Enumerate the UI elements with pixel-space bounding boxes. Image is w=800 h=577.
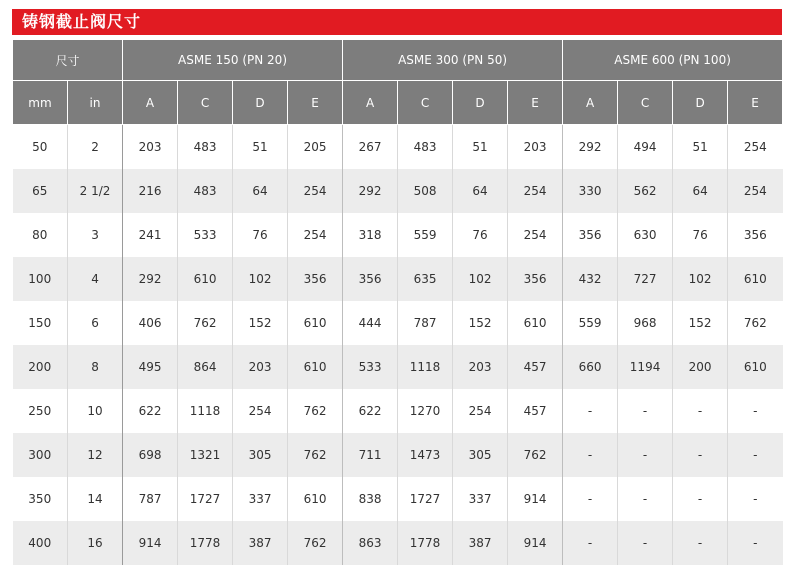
table-cell: 318 xyxy=(343,213,398,257)
table-cell: 1118 xyxy=(398,345,453,389)
table-cell: 292 xyxy=(343,169,398,213)
table-cell: 387 xyxy=(233,521,288,565)
table-cell: 76 xyxy=(673,213,728,257)
dimension-table xyxy=(12,39,783,565)
table-cell: 254 xyxy=(728,169,783,213)
sub-header-cell: in xyxy=(68,81,123,125)
table-cell: 203 xyxy=(453,345,508,389)
table-cell: 610 xyxy=(728,257,783,301)
table-cell: 150 xyxy=(13,301,68,345)
table-cell: 1194 xyxy=(618,345,673,389)
sub-header-cell: C xyxy=(398,81,453,125)
table-cell: 914 xyxy=(508,477,563,521)
table-cell: 660 xyxy=(563,345,618,389)
table-cell: 762 xyxy=(508,433,563,477)
table-cell: 102 xyxy=(453,257,508,301)
table-cell: 863 xyxy=(343,521,398,565)
sub-header-cell: A xyxy=(343,81,398,125)
table-cell: 1778 xyxy=(398,521,453,565)
table-cell: 711 xyxy=(343,433,398,477)
table-cell: 305 xyxy=(233,433,288,477)
table-cell: - xyxy=(563,521,618,565)
table-cell: 762 xyxy=(728,301,783,345)
table-cell: - xyxy=(618,389,673,433)
table-cell: 787 xyxy=(123,477,178,521)
table-cell: 292 xyxy=(123,257,178,301)
table-cell: 51 xyxy=(233,125,288,169)
header-group-asme600: ASME 600 (PN 100) xyxy=(563,40,783,81)
table-cell: 457 xyxy=(508,345,563,389)
table-row xyxy=(13,521,783,565)
table-cell: 64 xyxy=(453,169,508,213)
table-header xyxy=(13,40,783,125)
table-cell: 337 xyxy=(233,477,288,521)
page-title: 铸钢截止阀尺寸 xyxy=(12,9,782,35)
table-cell: 914 xyxy=(123,521,178,565)
table-cell: - xyxy=(563,433,618,477)
table-cell: 1270 xyxy=(398,389,453,433)
header-size: 尺寸 xyxy=(13,40,123,81)
table-cell: 968 xyxy=(618,301,673,345)
table-row xyxy=(13,125,783,169)
table-cell: 65 xyxy=(13,169,68,213)
table-row xyxy=(13,477,783,521)
header-group-asme300: ASME 300 (PN 50) xyxy=(343,40,563,81)
table-cell: 762 xyxy=(288,389,343,433)
table-cell: 387 xyxy=(453,521,508,565)
table-row xyxy=(13,345,783,389)
table-cell: 254 xyxy=(233,389,288,433)
table-cell: 444 xyxy=(343,301,398,345)
table-cell: 305 xyxy=(453,433,508,477)
table-cell: 559 xyxy=(563,301,618,345)
table-cell: - xyxy=(673,389,728,433)
sub-header-row xyxy=(13,81,783,125)
table-cell: 1321 xyxy=(178,433,233,477)
table-cell: 610 xyxy=(288,345,343,389)
table-cell: 400 xyxy=(13,521,68,565)
table-row xyxy=(13,213,783,257)
sub-header-cell: C xyxy=(178,81,233,125)
table-cell: 356 xyxy=(728,213,783,257)
table-cell: 267 xyxy=(343,125,398,169)
table-cell: 300 xyxy=(13,433,68,477)
table-cell: 216 xyxy=(123,169,178,213)
sub-header-cell: E xyxy=(288,81,343,125)
table-cell: 1727 xyxy=(178,477,233,521)
table-cell: 508 xyxy=(398,169,453,213)
table-row xyxy=(13,389,783,433)
table-cell: 610 xyxy=(178,257,233,301)
table-cell: 254 xyxy=(508,169,563,213)
table-cell: 16 xyxy=(68,521,123,565)
sub-header-cell: mm xyxy=(13,81,68,125)
table-cell: 8 xyxy=(68,345,123,389)
table-cell: 3 xyxy=(68,213,123,257)
table-cell: - xyxy=(563,389,618,433)
table-cell: 610 xyxy=(288,477,343,521)
table-cell: 64 xyxy=(233,169,288,213)
table-cell: 51 xyxy=(673,125,728,169)
table-cell: 622 xyxy=(343,389,398,433)
table-cell: 406 xyxy=(123,301,178,345)
table-cell: 200 xyxy=(673,345,728,389)
table-cell: 698 xyxy=(123,433,178,477)
table-cell: 102 xyxy=(673,257,728,301)
sub-header-cell: E xyxy=(728,81,783,125)
table-cell: 14 xyxy=(68,477,123,521)
table-cell: - xyxy=(673,433,728,477)
table-cell: 12 xyxy=(68,433,123,477)
sub-header-cell: A xyxy=(123,81,178,125)
table-cell: 250 xyxy=(13,389,68,433)
table-cell: 533 xyxy=(343,345,398,389)
table-cell: 76 xyxy=(453,213,508,257)
table-cell: 495 xyxy=(123,345,178,389)
table-cell: 1778 xyxy=(178,521,233,565)
table-cell: 787 xyxy=(398,301,453,345)
table-cell: 559 xyxy=(398,213,453,257)
table-row xyxy=(13,301,783,345)
table-cell: 254 xyxy=(453,389,508,433)
table-cell: - xyxy=(728,521,783,565)
table-cell: - xyxy=(728,389,783,433)
table-cell: 254 xyxy=(288,169,343,213)
table-cell: 205 xyxy=(288,125,343,169)
table-cell: 562 xyxy=(618,169,673,213)
table-cell: 337 xyxy=(453,477,508,521)
table-cell: 610 xyxy=(728,345,783,389)
sub-header-cell: C xyxy=(618,81,673,125)
table-cell: - xyxy=(563,477,618,521)
table-cell: 356 xyxy=(343,257,398,301)
table-cell: - xyxy=(673,477,728,521)
table-cell: 241 xyxy=(123,213,178,257)
table-cell: 152 xyxy=(673,301,728,345)
table-cell: 610 xyxy=(288,301,343,345)
table-row xyxy=(13,169,783,213)
table-row xyxy=(13,433,783,477)
table-cell: 4 xyxy=(68,257,123,301)
table-cell: 200 xyxy=(13,345,68,389)
table-cell: 630 xyxy=(618,213,673,257)
sub-header-cell: A xyxy=(563,81,618,125)
sub-header-cell: E xyxy=(508,81,563,125)
table-row xyxy=(13,257,783,301)
table-cell: 292 xyxy=(563,125,618,169)
table-cell: 152 xyxy=(233,301,288,345)
table-cell: 533 xyxy=(178,213,233,257)
table-cell: 457 xyxy=(508,389,563,433)
table-cell: 6 xyxy=(68,301,123,345)
table-cell: 203 xyxy=(123,125,178,169)
valve-dimension-sheet xyxy=(12,9,782,565)
table-cell: 356 xyxy=(288,257,343,301)
table-cell: 494 xyxy=(618,125,673,169)
table-cell: 356 xyxy=(508,257,563,301)
table-body xyxy=(13,125,783,565)
sub-header-cell: D xyxy=(233,81,288,125)
table-cell: 483 xyxy=(178,169,233,213)
table-cell: 50 xyxy=(13,125,68,169)
table-cell: 2 xyxy=(68,125,123,169)
table-cell: 254 xyxy=(508,213,563,257)
table-cell: 203 xyxy=(508,125,563,169)
table-cell: 80 xyxy=(13,213,68,257)
table-cell: 483 xyxy=(398,125,453,169)
table-cell: 762 xyxy=(288,521,343,565)
sub-header-cell: D xyxy=(453,81,508,125)
table-cell: 51 xyxy=(453,125,508,169)
table-cell: 762 xyxy=(288,433,343,477)
table-cell: 635 xyxy=(398,257,453,301)
table-cell: 610 xyxy=(508,301,563,345)
table-cell: 914 xyxy=(508,521,563,565)
table-cell: 350 xyxy=(13,477,68,521)
table-cell: 254 xyxy=(728,125,783,169)
table-cell: 838 xyxy=(343,477,398,521)
table-cell: - xyxy=(673,521,728,565)
table-cell: 483 xyxy=(178,125,233,169)
table-cell: 864 xyxy=(178,345,233,389)
table-cell: 1118 xyxy=(178,389,233,433)
table-cell: 1473 xyxy=(398,433,453,477)
table-cell: 356 xyxy=(563,213,618,257)
table-cell: 254 xyxy=(288,213,343,257)
table-cell: - xyxy=(618,477,673,521)
table-cell: 102 xyxy=(233,257,288,301)
sub-header-cell: D xyxy=(673,81,728,125)
table-cell: 762 xyxy=(178,301,233,345)
table-cell: 64 xyxy=(673,169,728,213)
table-cell: 727 xyxy=(618,257,673,301)
table-cell: 10 xyxy=(68,389,123,433)
table-cell: - xyxy=(728,433,783,477)
table-cell: 622 xyxy=(123,389,178,433)
table-cell: 100 xyxy=(13,257,68,301)
header-group-asme150: ASME 150 (PN 20) xyxy=(123,40,343,81)
table-cell: 1727 xyxy=(398,477,453,521)
table-cell: - xyxy=(728,477,783,521)
table-cell: - xyxy=(618,433,673,477)
table-cell: 76 xyxy=(233,213,288,257)
table-cell: 2 1/2 xyxy=(68,169,123,213)
table-cell: 152 xyxy=(453,301,508,345)
table-cell: 432 xyxy=(563,257,618,301)
table-cell: 330 xyxy=(563,169,618,213)
table-cell: - xyxy=(618,521,673,565)
table-cell: 203 xyxy=(233,345,288,389)
